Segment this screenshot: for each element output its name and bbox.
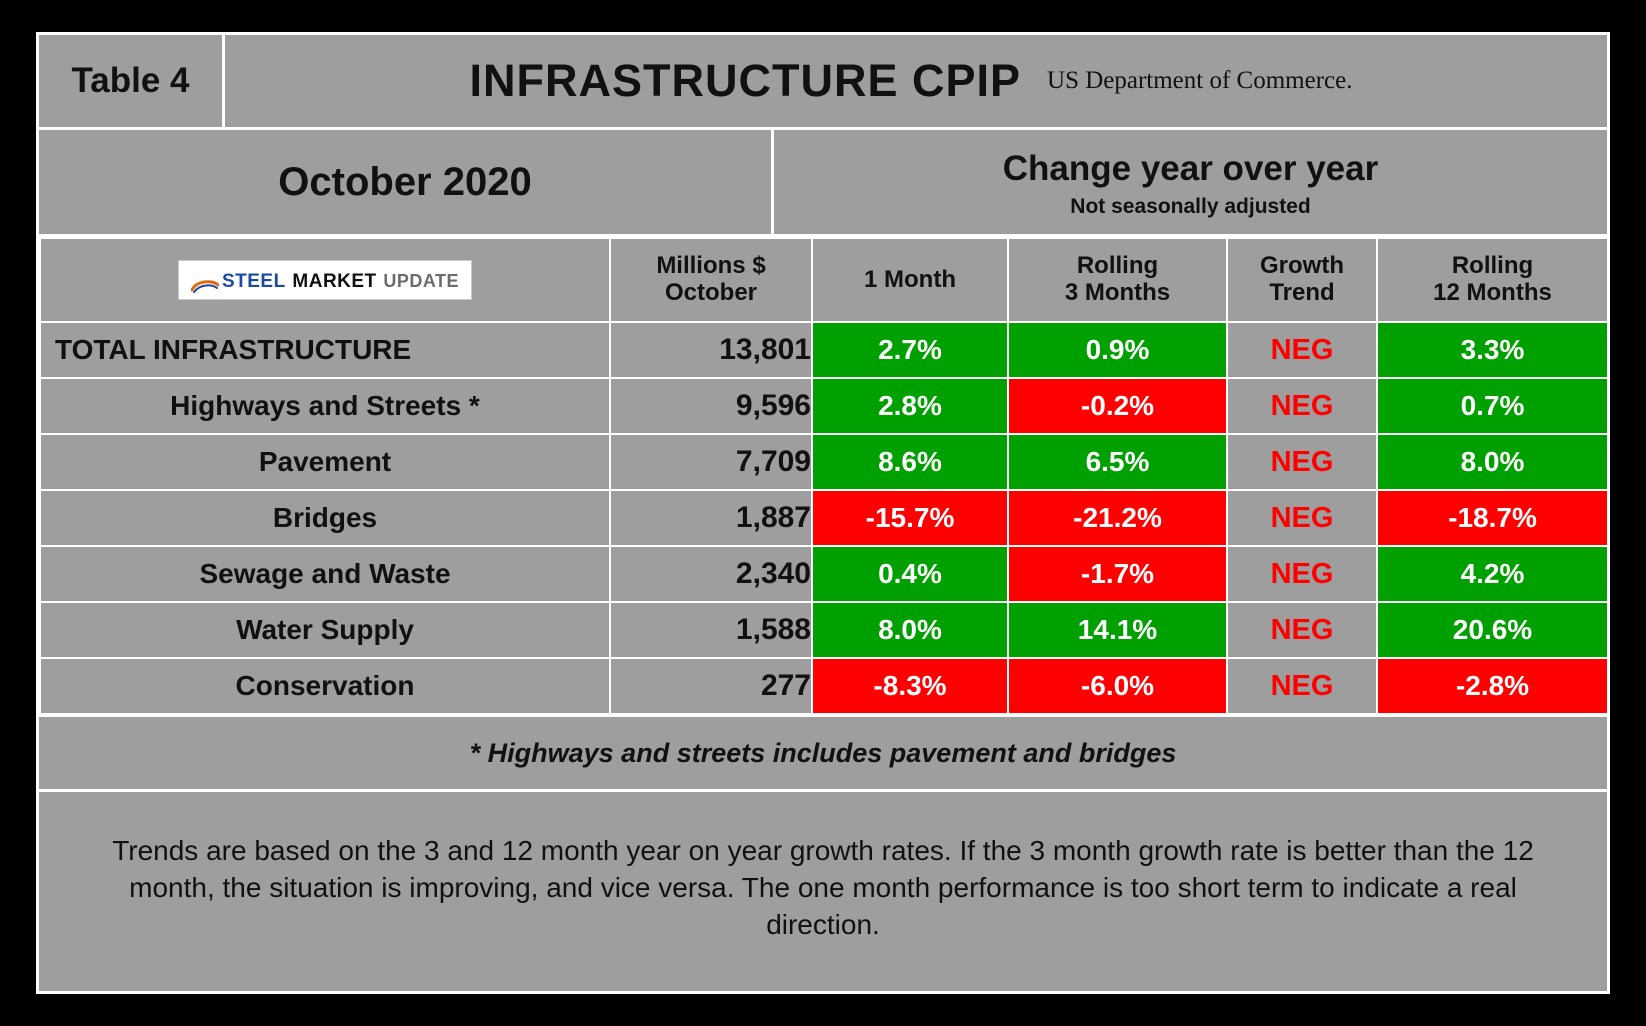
cell-millions: 1,588 <box>610 602 812 658</box>
row-label: Highways and Streets * <box>40 378 610 434</box>
cell-rolling-3-months: 6.5% <box>1008 434 1227 490</box>
column-header-rolling-3 <box>1008 238 1227 322</box>
cell-rolling-3-months: -1.7% <box>1008 546 1227 602</box>
cell-growth-trend: NEG <box>1227 322 1377 378</box>
cell-rolling-3-months: -6.0% <box>1008 658 1227 714</box>
row-label: Sewage and Waste <box>40 546 610 602</box>
brand-logo-cell <box>40 238 610 322</box>
cell-rolling-3-months: -21.2% <box>1008 490 1227 546</box>
cell-one-month: -15.7% <box>812 490 1008 546</box>
cell-one-month: 2.8% <box>812 378 1008 434</box>
change-subheading-label: Not seasonally adjusted <box>1070 195 1311 218</box>
footnote-row <box>39 715 1607 792</box>
row-label: Pavement <box>40 434 610 490</box>
cell-rolling-12-months: 8.0% <box>1377 434 1608 490</box>
cell-rolling-3-months: -0.2% <box>1008 378 1227 434</box>
cell-millions: 13,801 <box>610 322 812 378</box>
note-text: Trends are based on the 3 and 12 month year on year growth rates. If the 3 month growth rate is better than the 12 month, the situation is improving, and vice versa. The one month performance is too short term to indicate a real direction. <box>112 835 1534 940</box>
logo-text-steel: STEEL <box>221 271 286 292</box>
cell-millions: 7,709 <box>610 434 812 490</box>
cell-rolling-12-months: 0.7% <box>1377 378 1608 434</box>
row-label: Bridges <box>40 490 610 546</box>
column-header-rolling3-line1: Rolling <box>1076 252 1159 280</box>
footnote-text: * Highways and streets includes pavement and bridges <box>469 737 1177 768</box>
cell-growth-trend: NEG <box>1227 434 1377 490</box>
cell-one-month: 2.7% <box>812 322 1008 378</box>
column-header-rolling12-line2: 12 Months <box>1433 279 1552 306</box>
cell-one-month: -8.3% <box>812 658 1008 714</box>
table-row <box>40 602 1608 658</box>
column-header-rolling12-line1: Rolling <box>1451 252 1534 280</box>
column-header-rolling-12 <box>1377 238 1608 322</box>
change-heading-label: Change year over year <box>1002 149 1379 188</box>
period-cell <box>39 130 774 234</box>
column-header-millions-line2: October <box>664 279 757 306</box>
title-main <box>225 35 1607 127</box>
cell-growth-trend: NEG <box>1227 490 1377 546</box>
table-row <box>40 322 1608 378</box>
data-source-label: US Department of Commerce. <box>1047 67 1353 94</box>
logo-text-market: MARKET <box>292 271 377 292</box>
column-header-growth-line2: Trend <box>1269 279 1335 306</box>
cell-rolling-3-months: 0.9% <box>1008 322 1227 378</box>
cell-millions: 1,887 <box>610 490 812 546</box>
table-row <box>40 434 1608 490</box>
row-label: Water Supply <box>40 602 610 658</box>
cell-millions: 9,596 <box>610 378 812 434</box>
cell-millions: 277 <box>610 658 812 714</box>
infrastructure-data-table <box>39 237 1609 715</box>
cell-rolling-12-months: -2.8% <box>1377 658 1608 714</box>
page-title: INFRASTRUCTURE CPIP <box>469 55 1022 106</box>
table-header-row <box>40 238 1608 322</box>
table-row <box>40 490 1608 546</box>
cell-rolling-3-months: 14.1% <box>1008 602 1227 658</box>
table-header <box>40 238 1608 322</box>
column-header-millions-line1: Millions $ <box>656 252 766 280</box>
cell-one-month: 0.4% <box>812 546 1008 602</box>
table-number-label: Table 4 <box>71 61 190 100</box>
swoosh-icon <box>191 274 219 288</box>
cell-growth-trend: NEG <box>1227 658 1377 714</box>
cell-one-month: 8.0% <box>812 602 1008 658</box>
table-body <box>40 322 1608 714</box>
column-header-one-month-label: 1 Month <box>864 265 956 293</box>
cell-rolling-12-months: 3.3% <box>1377 322 1608 378</box>
table-row <box>40 658 1608 714</box>
cell-growth-trend: NEG <box>1227 602 1377 658</box>
period-label: October 2020 <box>278 159 532 204</box>
subheader-row <box>39 130 1607 237</box>
column-header-growth-trend <box>1227 238 1377 322</box>
column-header-rolling3-line2: 3 Months <box>1064 279 1171 306</box>
cell-millions: 2,340 <box>610 546 812 602</box>
cell-growth-trend: NEG <box>1227 546 1377 602</box>
row-label: Conservation <box>40 658 610 714</box>
table-row <box>40 546 1608 602</box>
infrastructure-cpip-table-card <box>36 32 1610 994</box>
cell-rolling-12-months: 4.2% <box>1377 546 1608 602</box>
title-row <box>39 35 1607 130</box>
column-header-one-month <box>812 238 1008 322</box>
change-heading-cell <box>774 130 1607 234</box>
logo-text-update: UPDATE <box>383 271 460 291</box>
table-number-badge <box>39 35 225 127</box>
column-header-millions <box>610 238 812 322</box>
cell-rolling-12-months: -18.7% <box>1377 490 1608 546</box>
note-block <box>39 792 1607 991</box>
row-label: TOTAL INFRASTRUCTURE <box>40 322 610 378</box>
table-row <box>40 378 1608 434</box>
cell-rolling-12-months: 20.6% <box>1377 602 1608 658</box>
column-header-growth-line1: Growth <box>1260 252 1344 280</box>
cell-growth-trend: NEG <box>1227 378 1377 434</box>
steel-market-update-logo <box>178 260 472 300</box>
cell-one-month: 8.6% <box>812 434 1008 490</box>
